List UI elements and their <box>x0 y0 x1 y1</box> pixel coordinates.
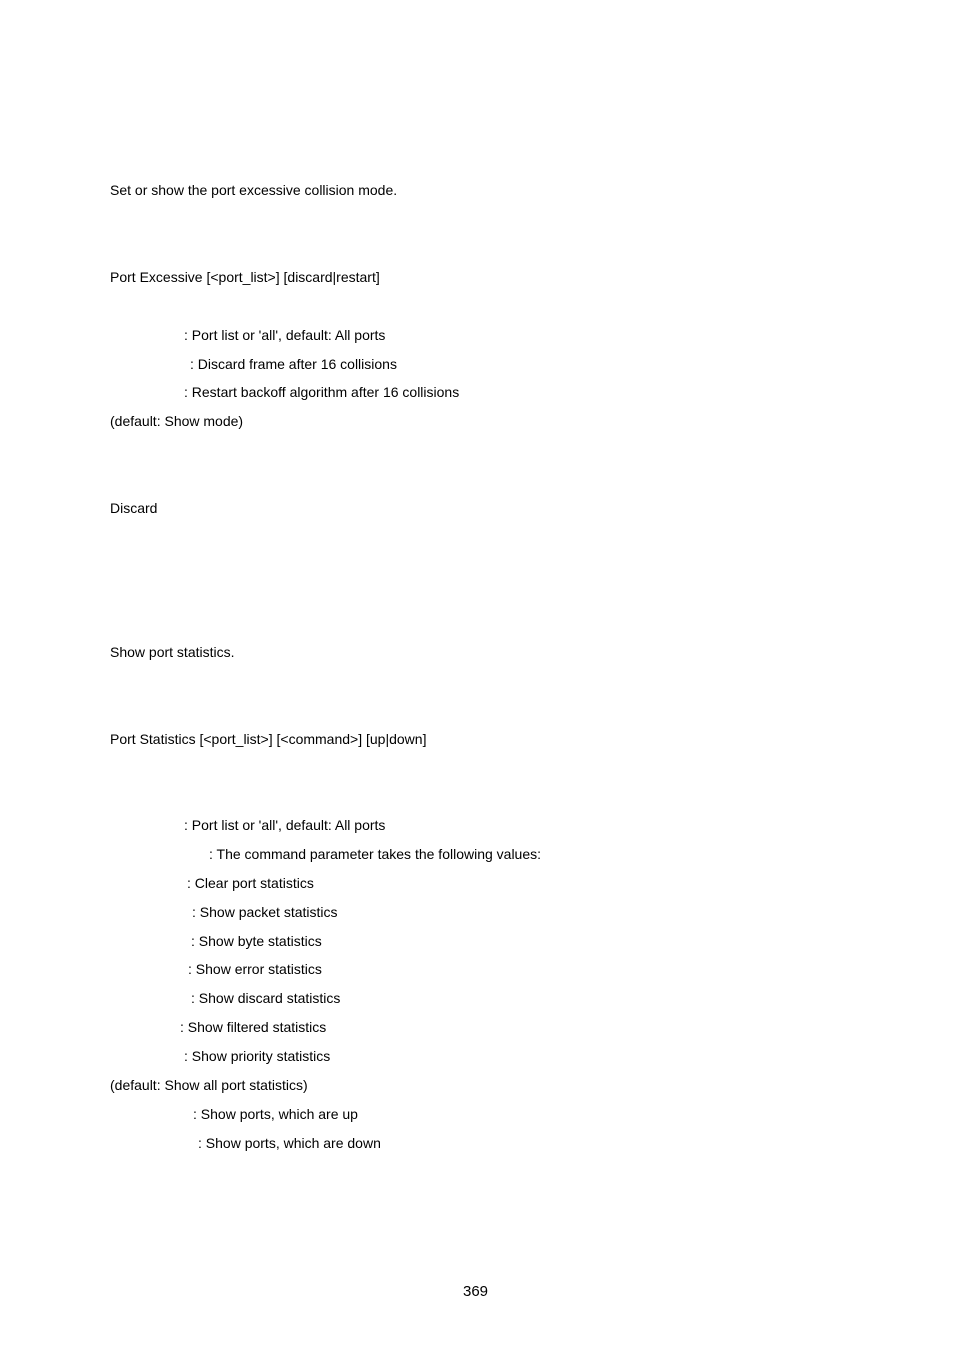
excessive-description: Set or show the port excessive collision mode. <box>110 182 398 198</box>
statistics-param-port-list: : Port list or 'all', default: All ports <box>184 817 386 833</box>
statistics-param-priority: : Show priority statistics <box>184 1048 331 1064</box>
statistics-param-filtered: : Show filtered statistics <box>180 1019 327 1035</box>
excessive-param-discard: : Discard frame after 16 collisions <box>190 356 397 372</box>
statistics-param-down: : Show ports, which are down <box>198 1135 381 1151</box>
statistics-param-discards: : Show discard statistics <box>191 990 341 1006</box>
statistics-default-note: (default: Show all port statistics) <box>110 1077 308 1093</box>
statistics-param-up: : Show ports, which are up <box>193 1106 358 1122</box>
excessive-default-note: (default: Show mode) <box>110 413 244 429</box>
statistics-param-command: : The command parameter takes the following values: <box>209 846 542 862</box>
excessive-param-restart: : Restart backoff algorithm after 16 collisions <box>184 384 460 400</box>
excessive-param-port-list: : Port list or 'all', default: All ports <box>184 327 386 343</box>
statistics-param-packets: : Show packet statistics <box>192 904 338 920</box>
statistics-param-bytes: : Show byte statistics <box>191 933 322 949</box>
page-number: 369 <box>463 1283 489 1300</box>
statistics-param-clear: : Clear port statistics <box>187 875 314 891</box>
excessive-syntax: Port Excessive [<port_list>] [discard|restart] <box>110 269 380 285</box>
statistics-syntax: Port Statistics [<port_list>] [<command>] [up|down] <box>110 731 427 747</box>
excessive-default-value: Discard <box>110 500 158 516</box>
statistics-param-errors: : Show error statistics <box>188 961 322 977</box>
statistics-description: Show port statistics. <box>110 644 235 660</box>
